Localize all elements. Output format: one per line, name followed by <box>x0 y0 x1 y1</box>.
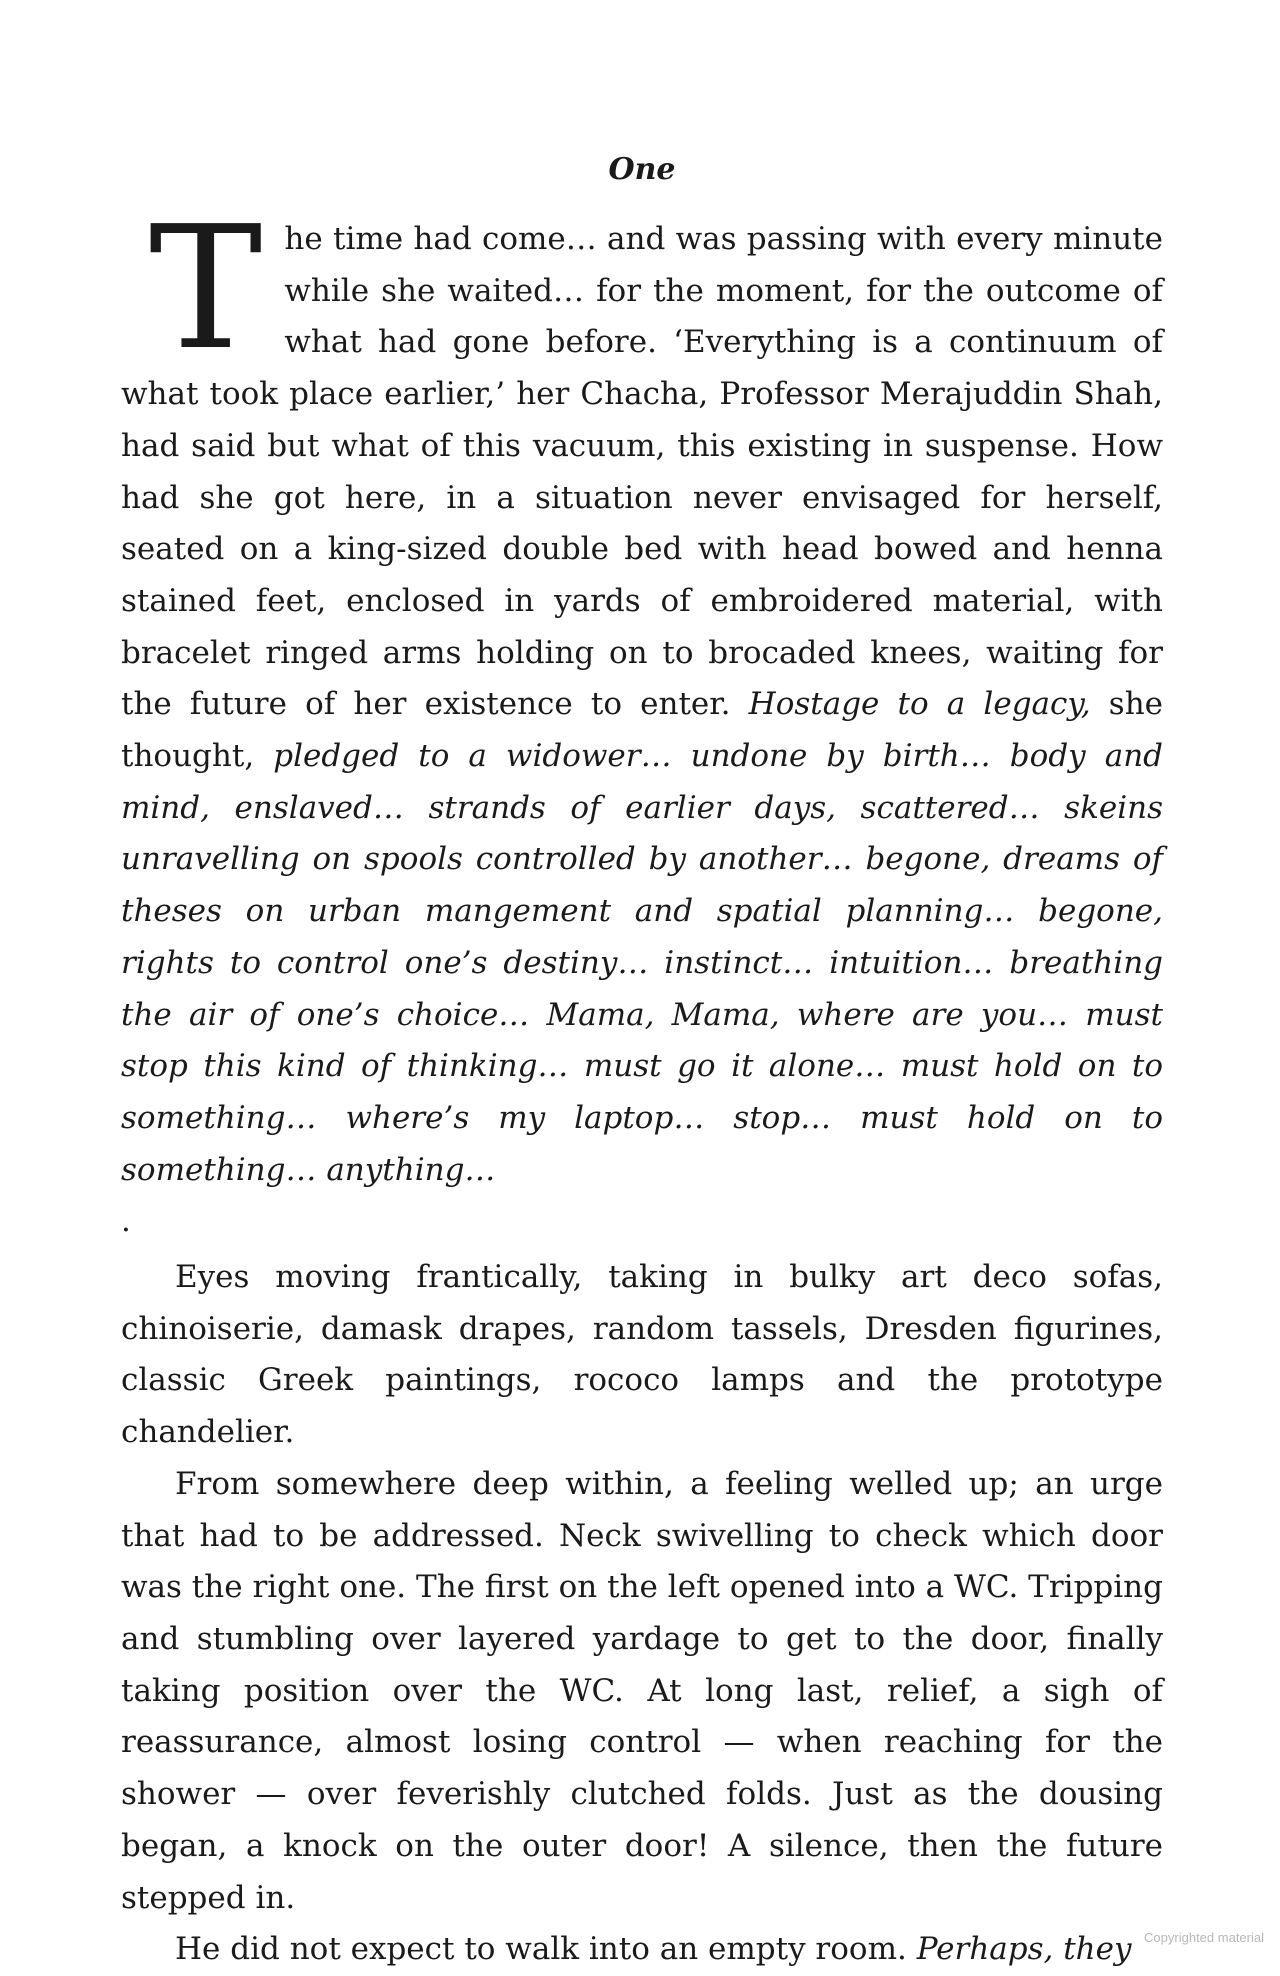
drop-cap: T <box>149 190 263 388</box>
last-paragraph-italic-text: Perhaps, they <box>916 1931 1132 1968</box>
copyright-watermark: Copyrighted material <box>1144 1930 1264 1945</box>
opening-italic-text: Hostage to a legacy, <box>748 686 1091 723</box>
chapter-title: One <box>608 152 676 187</box>
opening-text: he time had come… and was passing with every minute while she waited… for the moment, for the outcome of what had gone before. ‘Everything is a continuum of what took place earlier,’ her Chacha, Professor Merajuddin Shah, had said but what of this vacuum, this existing in suspense. How had she got here, in a situation never envisaged for herself, seated on a king-sized double bed with head bowed and henna stained feet, enclosed in yards of embroidered material, with bracelet ringed arms holding on to brocaded knees, waiting for the future of her existence to enter. <box>121 221 1163 723</box>
last-paragraph-text: He did not expect to walk into an empty room. <box>175 1931 917 1968</box>
trailing-dot: . <box>121 1203 131 1240</box>
body-paragraph: From somewhere deep within, a feeling welled up; an urge that had to be addressed. Neck swivelling to check which door was the right one. The first on the left opened into a WC. Tripping and stumbling over layered yardage to get to the door, finally taking position over the WC. At long last, relief, a sigh of reassurance, almost losing control — when reaching for the shower — over feverishly clutched folds. Just as the dousing began, a knock on the outer door! A silence, then the future stepped in. <box>121 1465 1163 1916</box>
opening-paragraph <box>121 190 1164 1196</box>
body-paragraph: Eyes moving frantically, taking in bulky art deco sofas, chinoiserie, damask drapes, random tassels, Dresden figurines, classic Greek paintings, rococo lamps and the prototype chandelier. <box>121 1259 1163 1451</box>
opening-text-continued: she thought, <box>121 686 1163 775</box>
last-paragraph <box>121 1924 1163 1976</box>
book-page <box>121 150 1163 1976</box>
inner-monologue-text: pledged to a widower… undone by birth… body and mind, enslaved… strands of earlier days, scattered… skeins unravelling on spools controlled by another… begone, dreams of theses on urban mangement and spatial planning… begone, rights to control one’s destiny… instinct… intuition… breathing the air of one’s choice… Mama, Mama, where are you… must stop this kind of thinking… must go it alone… must hold on to something… where’s my laptop… stop… must hold on to something… anything… <box>121 738 1164 1188</box>
